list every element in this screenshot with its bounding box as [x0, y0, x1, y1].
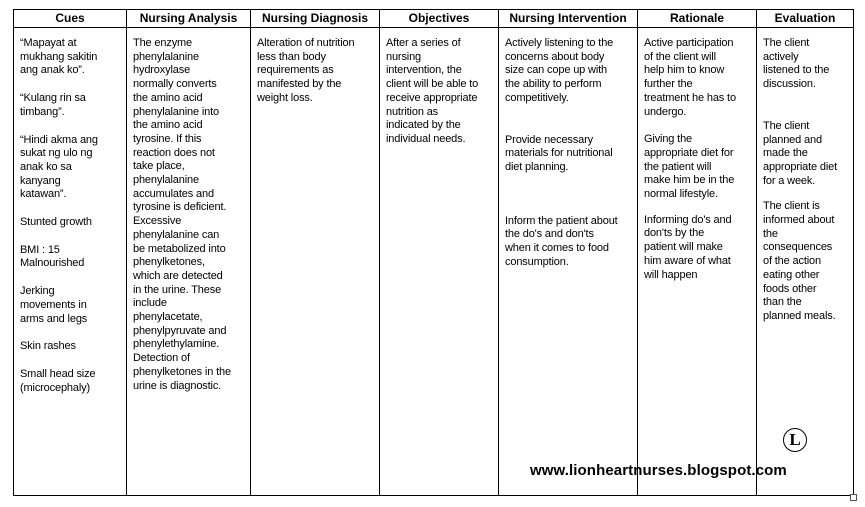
cue-bmi: BMI : 15 Malnourished: [20, 243, 85, 270]
header-evaluation: Evaluation: [757, 10, 854, 28]
cue-stunted-growth: Stunted growth: [20, 216, 92, 229]
watermark-url: www.lionheartnurses.blogspot.com: [530, 462, 787, 479]
rationale-3: Informing do's and don'ts by the patient will make him aware of what will happen: [644, 213, 732, 281]
evaluation-2: The client planned and made the appropriate diet for a week.: [763, 119, 838, 187]
nursing-care-plan-table: [13, 9, 854, 496]
objectives-cell: [380, 28, 499, 496]
rationale-2: Giving the appropriate diet for the patient will make him be in the normal lifestyle.: [644, 133, 735, 201]
cue-small-head-size: Small head size (microcephaly): [20, 367, 96, 394]
cues-cell: [14, 28, 127, 496]
care-plan-row: [14, 28, 854, 496]
intervention-cell: [499, 28, 638, 496]
intervention-1: Actively listening to the concerns about body size can cope up with the ability to perform competitively.: [505, 37, 614, 104]
analysis-text: The enzyme phenylalanine hydroxylase normally converts the amino acid phenylalanine into the amino acid tyrosine. If this reaction does not take place, phenylalanine accumulates and tyrosine is deficient. Excessive phenylalanine can be metabolized into phenylketones, which are detected in the urine. These include phenylacetate, phenylpyruvate and phenylethylamine. Detection of phenylketones in the urine is diagnostic.: [133, 37, 231, 392]
analysis-cell: [127, 28, 251, 496]
header-nursing-diagnosis: Nursing Diagnosis: [251, 10, 380, 28]
header-nursing-analysis: Nursing Analysis: [127, 10, 251, 28]
header-nursing-intervention: Nursing Intervention: [499, 10, 638, 28]
rationale-cell: [638, 28, 757, 496]
evaluation-3: The client is informed about the consequences of the action eating other foods other than the planned meals.: [763, 200, 836, 322]
diagnosis-cell: [251, 28, 380, 496]
cue-jerking-movements: Jerking movements in arms and legs: [20, 285, 88, 325]
intervention-2: Provide necessary materials for nutritional diet planning.: [505, 133, 613, 173]
cue-skin-rashes: Skin rashes: [20, 340, 76, 353]
header-objectives: Objectives: [380, 10, 499, 28]
diagnosis-text: Alteration of nutrition less than body requirements as manifested by the weight loss.: [257, 37, 355, 104]
cue-quote-1: “Mapayat at mukhang sakitin ang anak ko”.: [20, 37, 98, 77]
header-row: [14, 10, 854, 28]
evaluation-cell: [757, 28, 854, 496]
resize-handle-icon: [850, 494, 857, 501]
objectives-text: After a series of nursing intervention, the client will be able to receive appropriate nutrition as indicated by the individual needs.: [386, 37, 479, 145]
header-cues: Cues: [14, 10, 127, 28]
lion-heart-logo-icon: L: [783, 428, 807, 452]
header-rationale: Rationale: [638, 10, 757, 28]
rationale-1: Active participation of the client will help him to know further the treatment he has to undergo.: [644, 37, 736, 118]
evaluation-1: The client actively listened to the discussion.: [763, 37, 830, 91]
intervention-3: Inform the patient about the do's and don'ts when it comes to food consumption.: [505, 214, 618, 268]
cue-quote-3: “Hindi akma ang sukat ng ulo ng anak ko sa kanyang katawan”.: [20, 133, 98, 201]
cue-quote-2: “Kulang rin sa timbang”.: [20, 92, 86, 118]
